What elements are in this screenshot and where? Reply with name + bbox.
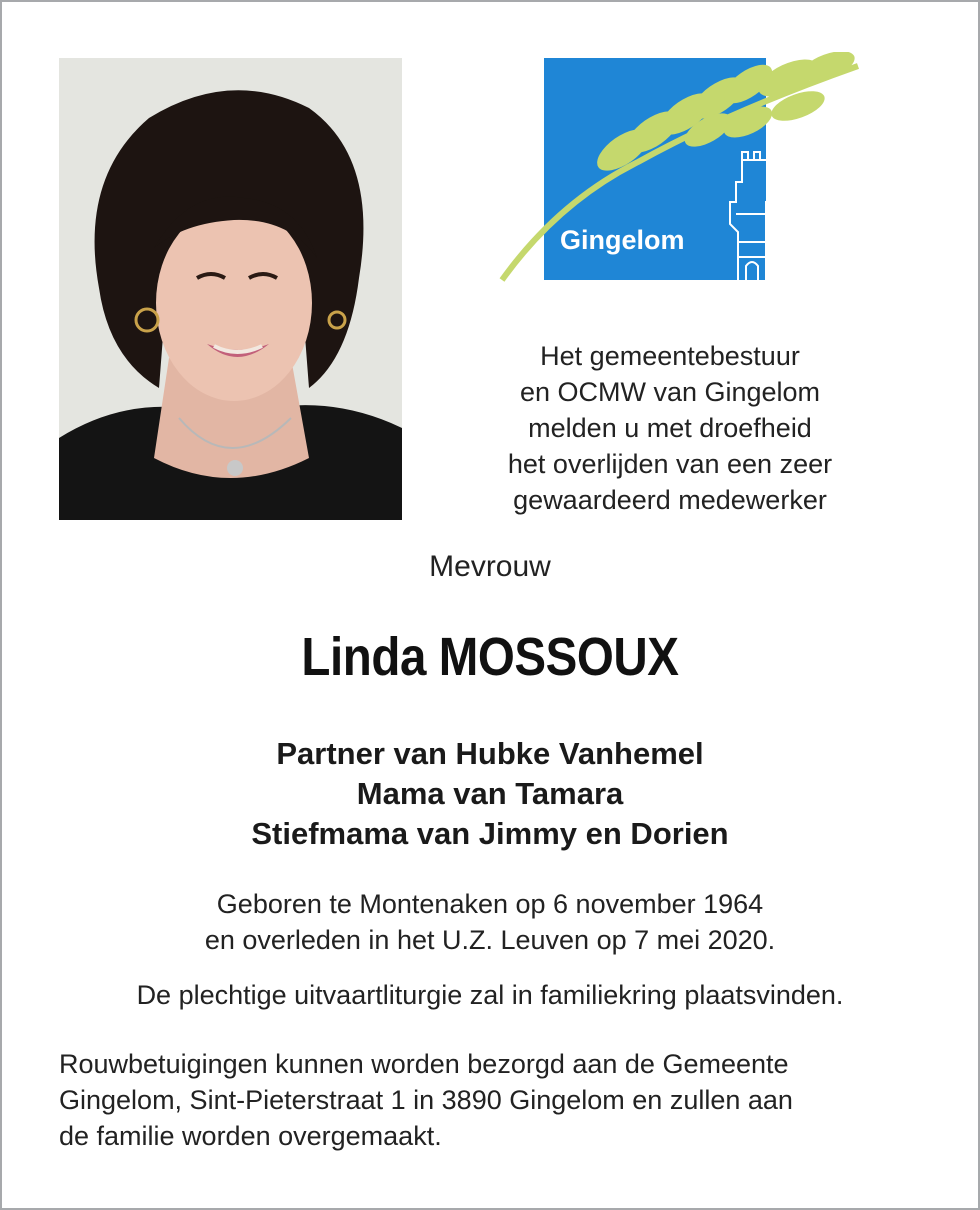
intro-line: gewaardeerd medewerker [513, 485, 827, 515]
condolences-line: Rouwbetuigingen kunnen worden bezorgd aan de Gemeente [59, 1049, 789, 1079]
intro-line: Het gemeentebestuur [540, 341, 800, 371]
condolences-line: Gingelom, Sint-Pieterstraat 1 in 3890 Gingelom en zullen aan [59, 1085, 793, 1115]
deceased-name: Linda MOSSOUX [301, 627, 679, 687]
honorific-title: Mevrouw [429, 550, 551, 583]
relation-line: Stiefmama van Jimmy en Dorien [251, 816, 729, 851]
gingelom-logo [498, 52, 878, 284]
intro-line: het overlijden van een zeer [507, 449, 833, 479]
condolences-block [59, 1046, 929, 1154]
relation-line: Partner van Hubke Vanhemel [276, 736, 704, 771]
death-line: en overleden in het U.Z. Leuven op 7 mei 2020. [204, 925, 776, 955]
birth-line: Geboren te Montenaken op 6 november 1964 [216, 889, 764, 919]
logo-text: Gingelom [560, 225, 685, 255]
intro-line: en OCMW van Gingelom [519, 377, 821, 407]
funeral-notice: De plechtige uitvaartliturgie zal in familiekring plaatsvinden. [136, 980, 844, 1010]
intro-line: melden u met droefheid [528, 413, 812, 443]
relation-line: Mama van Tamara [356, 776, 624, 811]
portrait-photo [59, 58, 402, 520]
condolences-line: de familie worden overgemaakt. [59, 1121, 442, 1151]
intro-text [440, 338, 900, 518]
relations-block [0, 734, 980, 854]
dates-block [0, 886, 980, 958]
